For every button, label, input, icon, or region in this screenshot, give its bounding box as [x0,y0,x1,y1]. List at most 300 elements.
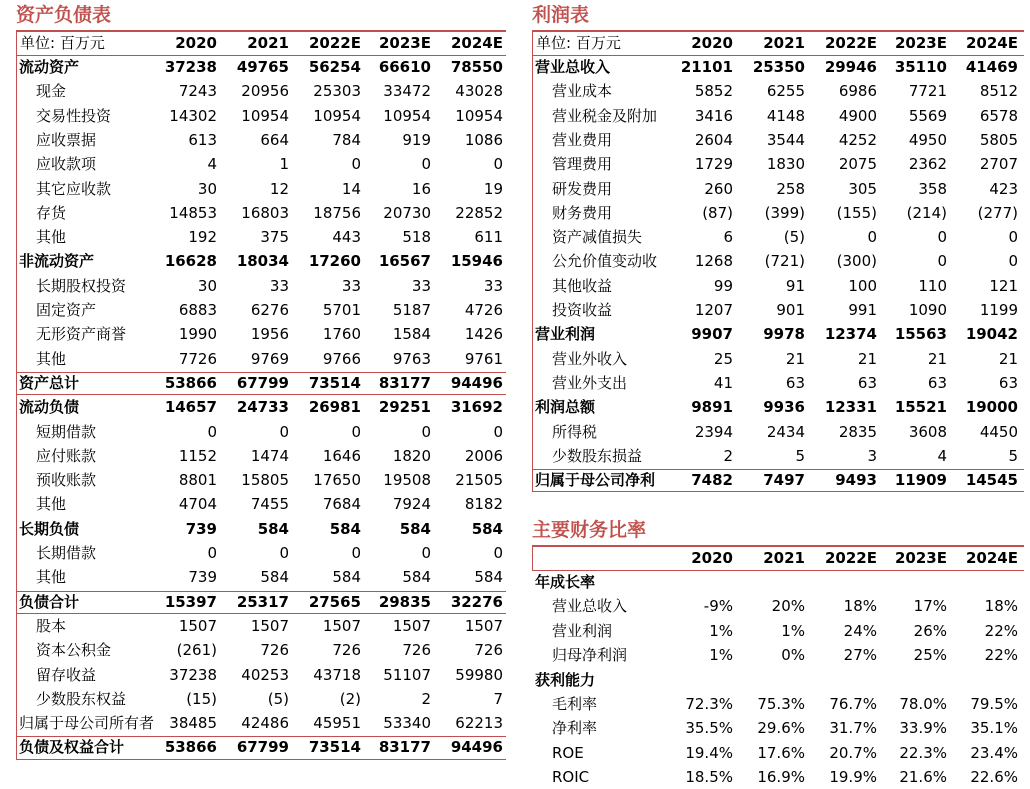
cell-value: 2022E [309,34,361,52]
cell-value: 0 [937,252,947,271]
table-row [532,152,1024,176]
cell-value: 25% [913,646,947,665]
cell-value: 45951 [313,714,361,733]
cell-value: 18034 [236,252,289,271]
cell-value: 1199 [979,301,1018,319]
cell-value: 6578 [979,106,1018,125]
row-label: 固定资产 [36,301,97,319]
cell-value: 8512 [979,82,1018,101]
cell-value: 18% [843,597,877,616]
cell-value: 16628 [164,252,217,271]
total-divider [532,469,1024,470]
row-label: 其他收益 [552,276,613,295]
cell-value: 0 [351,422,361,441]
table-row [16,541,506,565]
cell-value: 9769 [250,349,289,368]
row-label: 营业费用 [552,130,613,149]
table-row [16,249,506,273]
cell-value: 21101 [680,58,733,76]
row-label: 存货 [36,203,67,222]
cell-value: 192 [188,228,217,247]
total-divider [16,759,506,760]
table-row [16,444,506,468]
cell-value: (261) [176,641,217,660]
table-row [16,565,506,589]
cell-value: 2021 [247,34,289,52]
total-divider [532,491,1024,492]
row-label: 投资收益 [552,301,613,319]
cell-value: 21 [857,349,877,368]
cell-value: 33 [483,276,503,295]
cell-value: 726 [260,641,289,660]
cell-value: 8801 [178,471,217,490]
cell-value: 1760 [322,325,361,344]
cell-value: 423 [989,179,1018,198]
cell-value: 7243 [178,82,217,101]
cell-value: 584 [260,568,289,587]
cell-value: 1268 [694,252,733,271]
cell-value: -9% [703,597,733,616]
cell-value: 35110 [894,58,947,76]
cell-value [807,668,877,692]
cell-value: 0 [351,155,361,174]
cell-value: 611 [474,228,503,247]
cell-value: 664 [260,130,289,149]
cell-value: 584 [332,568,361,587]
table-row [532,371,1024,395]
cell-value: 14853 [169,203,217,222]
cell-value: 2020 [175,34,217,52]
cell-value: 53340 [383,714,431,733]
cell-value: 0 [279,544,289,562]
row-label: 年成长率 [535,573,596,591]
cell-value: 63 [857,373,877,392]
row-label: 营业外收入 [552,349,628,368]
cell-value: 2023E [379,34,431,52]
row-label: 负债及权益合计 [19,738,125,757]
cell-value: 1% [781,621,805,640]
cell-value: 2604 [694,130,733,149]
cell-value [807,570,877,594]
cell-value: 22852 [455,203,503,222]
table-row [16,735,506,759]
row-label: 交易性投资 [36,106,112,125]
cell-value: 14 [341,179,361,198]
table-row [532,444,1024,468]
cell-value: 37238 [164,58,217,76]
row-label: 现金 [36,82,67,101]
cell-value: 7482 [691,471,733,490]
row-label: 营业利润 [535,325,596,344]
row-label: 应付账款 [36,446,97,465]
table-row [16,492,506,516]
cell-value: 1507 [178,616,217,635]
cell-value: 5 [795,446,805,465]
cell-value: 19.9% [829,768,877,787]
cell-value: 15805 [241,471,289,490]
cell-value: 21.6% [899,768,947,787]
table-row [532,395,1024,419]
row-label: 其他 [36,349,67,368]
cell-value: 43028 [455,82,503,101]
table-left-border [532,31,533,492]
row-label: 财务费用 [552,203,613,222]
total-divider [16,591,506,592]
cell-value: 726 [474,641,503,660]
cell-value: 91 [785,276,805,295]
cell-value: 0 [351,544,361,562]
cell-value: 5187 [392,301,431,319]
cell-value: 100 [848,276,877,295]
row-label: 非流动资产 [19,252,95,271]
cell-value: 1584 [392,325,431,344]
cell-value: 11909 [894,471,947,490]
cell-value: 33 [411,276,431,295]
cell-value: 18756 [313,203,361,222]
cell-value: 41 [713,373,733,392]
cell-value: 41469 [965,58,1018,76]
cell-value: 991 [848,301,877,319]
cell-value: 94496 [450,373,503,392]
row-label: 营业成本 [552,82,613,101]
table-row [532,468,1024,492]
cell-value: 5569 [908,106,947,125]
row-label: 营业利润 [552,621,613,640]
cell-value: 1507 [464,616,503,635]
table-row [16,638,506,662]
cell-value: 73514 [308,373,361,392]
cell-value: 726 [402,641,431,660]
cell-value: 24% [843,621,877,640]
cell-value: 14302 [169,106,217,125]
table-row [532,765,1024,789]
cell-value [877,668,947,692]
row-label: 营业总收入 [552,597,628,616]
cell-value: 33.9% [899,719,947,738]
table-row [532,201,1024,225]
cell-value: 2 [723,446,733,465]
row-label: 长期借款 [36,544,97,562]
row-label: 管理费用 [552,155,613,174]
table-row [16,128,506,152]
cell-value [735,570,805,594]
cell-value: 22.6% [970,768,1018,787]
cell-value: 1207 [694,301,733,319]
table-row [16,152,506,176]
table-row [532,55,1024,79]
cell-value: 14657 [164,398,217,417]
row-label: 归属于母公司所有者 [19,714,155,733]
table-row [532,420,1024,444]
cell-value: 72.3% [685,695,733,713]
cell-value: 584 [257,519,289,538]
row-label: 利润总额 [535,398,596,417]
row-label: 其他 [36,495,67,514]
cell-value: 2362 [908,155,947,174]
cell-value: 4252 [838,130,877,149]
cell-value: 4450 [979,422,1018,441]
cell-value: 63 [998,373,1018,392]
cell-value: 1830 [766,155,805,174]
table-row [532,104,1024,128]
cell-value: 83177 [378,373,431,392]
cell-value: 9907 [691,325,733,344]
cell-value: 8182 [464,495,503,514]
cell-value: 17650 [313,471,361,490]
row-label: 长期负债 [19,519,80,538]
cell-value: 22.3% [899,743,947,762]
cell-value: 10954 [241,106,289,125]
cell-value: 1 [279,155,289,174]
row-label: 营业外支出 [552,373,628,392]
cell-value: 9761 [464,349,503,368]
cell-value: 4 [937,446,947,465]
table-row [532,619,1024,643]
cell-value: 43718 [313,665,361,684]
cell-value: 59980 [455,665,503,684]
cell-value: 25317 [236,592,289,611]
cell-value: 17.6% [757,743,805,762]
cell-value: 518 [402,228,431,247]
row-label: 应收票据 [36,130,97,149]
row-label: 预收账款 [36,471,97,490]
cell-value: 0 [421,544,431,562]
cell-value: 7684 [322,495,361,514]
cell-value: 38485 [169,714,217,733]
table-row [16,104,506,128]
cell-value: (2) [339,689,361,708]
cell-value: 6255 [766,82,805,101]
cell-value: 726 [332,641,361,660]
row-label: 负债合计 [19,592,80,611]
cell-value: 5701 [322,301,361,319]
table-row [532,692,1024,716]
cell-value: 15521 [894,398,947,417]
row-label: 营业税金及附加 [552,106,658,125]
table-row [532,274,1024,298]
cell-value: 2023E [895,549,947,567]
cell-value [948,570,1018,594]
cell-value: 2022E [825,549,877,567]
cell-value: 21 [927,349,947,368]
cell-value: 33 [341,276,361,295]
table-row [16,590,506,614]
table-row [532,128,1024,152]
cell-value: 42486 [241,714,289,733]
row-label: ROIC [552,768,590,787]
cell-value: 258 [776,179,805,198]
cell-value: 14545 [965,471,1018,490]
cell-value: 76.7% [829,695,877,713]
row-label: 归属于母公司净利 [535,471,656,490]
cell-value: 37238 [169,665,217,684]
table-row [532,298,1024,322]
cell-value: 32276 [450,592,503,611]
cell-value: 73514 [308,738,361,757]
cell-value: 33 [269,276,289,295]
cell-value: 1152 [178,446,217,465]
cell-value: 0 [207,422,217,441]
cell-value: 78.0% [899,695,947,713]
row-label: 资本公积金 [36,641,112,660]
cell-value: 1820 [392,446,431,465]
cell-value: 358 [918,179,947,198]
table-row [16,663,506,687]
row-label: 净利率 [552,719,598,738]
cell-value: 40253 [241,665,289,684]
cell-value: 2020 [691,34,733,52]
cell-value: 4950 [908,130,947,149]
cell-value [877,570,947,594]
cell-value: 29946 [824,58,877,76]
row-label: 短期借款 [36,422,97,441]
cell-value: 1507 [392,616,431,635]
cell-value: 56254 [308,58,361,76]
cell-value: 0 [207,544,217,562]
table-row [532,570,1024,594]
cell-value: 17260 [308,252,361,271]
cell-value: 19.4% [685,743,733,762]
table-row [532,322,1024,346]
cell-value: 20.7% [829,743,877,762]
cell-value: 21505 [455,471,503,490]
row-label: 应收款项 [36,155,97,174]
row-label: 营业总收入 [535,58,611,76]
cell-value: 27565 [308,592,361,611]
cell-value: 15397 [164,592,217,611]
cell-value: 0 [1008,228,1018,247]
cell-value: 7924 [392,495,431,514]
table-row [532,79,1024,103]
cell-value: 53866 [164,373,217,392]
cell-value: 6276 [250,301,289,319]
cell-value: 260 [704,179,733,198]
row-label: 流动资产 [19,58,80,76]
cell-value: 25 [713,349,733,368]
row-label: 少数股东损益 [552,446,643,465]
table-row [532,716,1024,740]
cell-value: 110 [918,276,947,295]
table-row [16,79,506,103]
cell-value: 78550 [450,58,503,76]
cell-value: (300) [836,252,877,271]
table-row [16,614,506,638]
cell-value: 1990 [178,325,217,344]
cell-value: 9493 [835,471,877,490]
cell-value: 2024E [966,549,1018,567]
cell-value: 30 [197,276,217,295]
cell-value [735,668,805,692]
cell-value: 584 [399,519,431,538]
cell-value: 4704 [178,495,217,514]
row-label: 长期股权投资 [36,276,127,295]
cell-value: 7497 [763,471,805,490]
table-row [16,468,506,492]
cell-value: 2 [421,689,431,708]
row-label: 其它应收款 [36,179,112,198]
cell-value: 2707 [979,155,1018,174]
cell-value: 35.1% [970,719,1018,738]
row-label: 毛利率 [552,695,598,713]
cell-value: 63 [927,373,947,392]
cell-value: 83177 [378,738,431,757]
ratios-title: 主要财务比率 [532,519,647,541]
cell-value: 784 [332,130,361,149]
cell-value: 584 [402,568,431,587]
cell-value: 4 [207,155,217,174]
total-divider [16,372,506,373]
cell-value: 5805 [979,130,1018,149]
cell-value: 0 [279,422,289,441]
row-label: 其他 [36,568,67,587]
cell-value: 51107 [383,665,431,684]
cell-value: 0 [421,155,431,174]
cell-value: 0 [867,228,877,247]
cell-value: 6883 [178,301,217,319]
table-row [532,668,1024,692]
cell-value: 739 [185,519,217,538]
cell-value: 10954 [383,106,431,125]
cell-value: (721) [764,252,805,271]
cell-value: 75.3% [757,695,805,713]
cell-value: 2023E [895,34,947,52]
column-header-row [532,31,1024,55]
row-label: 其他 [36,228,67,247]
cell-value: 584 [471,519,503,538]
table-row [532,177,1024,201]
table-row [16,517,506,541]
cell-value: 375 [260,228,289,247]
cell-value: 30 [197,179,217,198]
table-row [16,395,506,419]
cell-value: 29835 [378,592,431,611]
cell-value: 19000 [965,398,1018,417]
table-row [16,55,506,79]
cell-value: 305 [848,179,877,198]
cell-value: 18% [984,597,1018,616]
row-label: 资产总计 [19,373,80,392]
cell-value: 7455 [250,495,289,514]
cell-value: 31.7% [829,719,877,738]
cell-value: 22% [984,621,1018,640]
row-label: 股本 [36,616,67,635]
cell-value: 613 [188,130,217,149]
table-row [16,201,506,225]
table-left-border [16,31,17,760]
cell-value: 9936 [763,398,805,417]
cell-value: 20730 [383,203,431,222]
cell-value: 2022E [825,34,877,52]
cell-value: 25303 [313,82,361,101]
row-label: 无形资产商誉 [36,325,127,344]
row-label: 归母净利润 [552,646,628,665]
cell-value: 21 [998,349,1018,368]
table-row [532,594,1024,618]
cell-value: 5852 [694,82,733,101]
cell-value: 1% [709,621,733,640]
cell-value: 7726 [178,349,217,368]
cell-value: 62213 [455,714,503,733]
row-label: 少数股东权益 [36,689,127,708]
table-row [16,420,506,444]
cell-value: 27% [843,646,877,665]
cell-value: (214) [906,203,947,222]
cell-value: 2835 [838,422,877,441]
cell-value: (5) [267,689,289,708]
cell-value: 9766 [322,349,361,368]
cell-value: 16567 [378,252,431,271]
cell-value: 1090 [908,301,947,319]
